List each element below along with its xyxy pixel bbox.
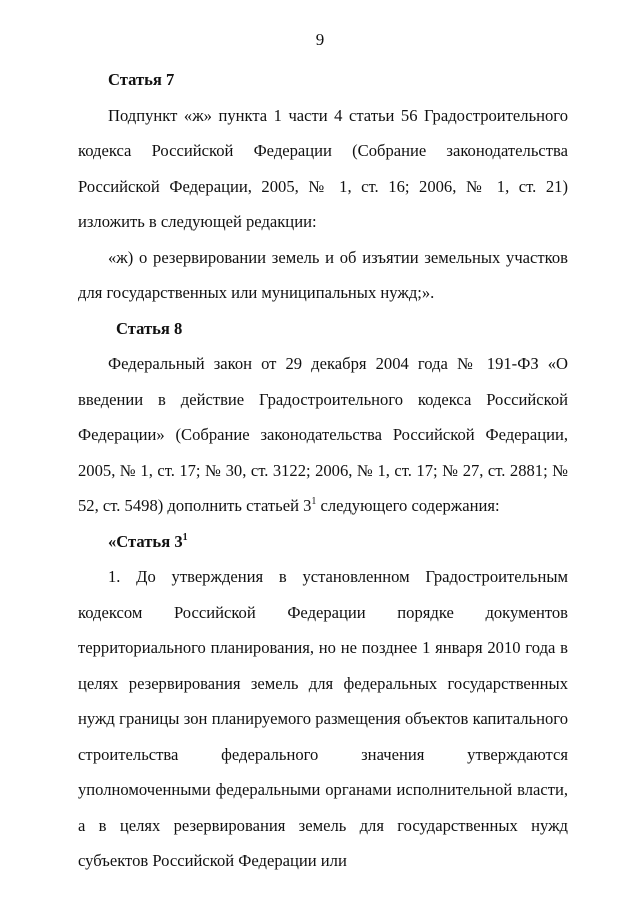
article-8-text: Федеральный закон от 29 декабря 2004 года № 191-ФЗ «О введении в действие Градостроительного кодекса Российской Федерации» (Собрание законодательства Российской Федерации, 2005, № 1, ст. 17; № 30, ст. 3122; 2006, № 1, ст. 17; № 27, ст. 2881; № 52, ст. 5498) дополнить статьей 3: [78, 354, 568, 515]
article-3-1-heading-text: «Статья 3: [108, 531, 183, 551]
article-8-heading: Статья 8: [116, 318, 183, 338]
article-3-1-paragraph-1: 1. До утверждения в установленном Градостроительным кодексом Российской Федерации порядке документов территориального планирования, но не позднее 1 января 2010 года в целях резервирования земель для федеральных государственных нужд границы зон планируемого размещения объектов капитального строительства федерального значения утверждаются уполномоченными федеральными органами исполнительной власти, а в целях резервирования земель для государственных нужд субъектов Российской Федерации или: [78, 567, 568, 870]
article-3-1-heading: [78, 524, 568, 560]
article-3-1-heading-superscript: 1: [182, 531, 188, 543]
article-7-heading: Статья 7: [108, 70, 175, 89]
document-body: [78, 62, 568, 879]
article-8-paragraph-1: [78, 346, 568, 524]
article-8-superscript: 1: [311, 496, 317, 507]
article-8-text-end: следующего содержания:: [316, 496, 500, 515]
article-7-paragraph-1: Подпункт «ж» пункта 1 части 4 статьи 56 Градостроительного кодекса Российской Федерации (Собрание законодательства Российской Федерации, 2005, № 1, ст. 16; 2006, № 1, ст. 21) изложить в следующей редакции:: [78, 105, 568, 231]
page-number: 9: [315, 30, 325, 49]
article-7-paragraph-2: «ж) о резервировании земель и об изъятии земельных участков для государственных или муниципальных нужд;».: [78, 247, 568, 302]
